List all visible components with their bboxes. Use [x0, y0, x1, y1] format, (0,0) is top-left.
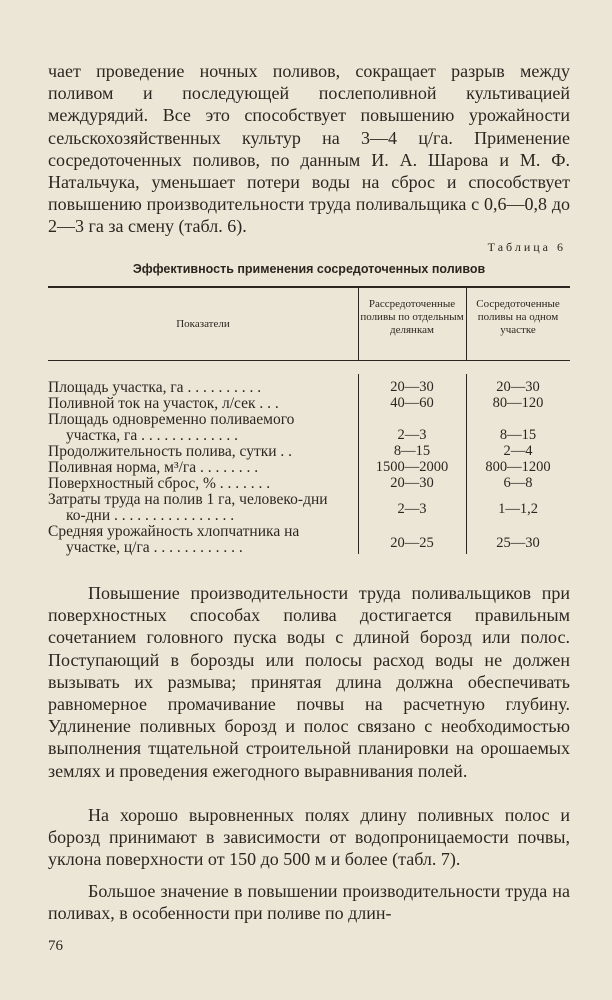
header-concentrated: Сосредоточенные поливы на одном участке: [476, 298, 560, 336]
header-dispersed: Рассредоточенные поливы по отдельным делянкам: [360, 298, 464, 336]
table-6: [48, 286, 570, 558]
paragraph-field-length: На хорошо выровненных полях длину поливных полос и борозд принимают в зависимости от водопроницаемости почвы, уклона поверхности от 150 до 500 м и более (табл. 7).: [48, 805, 570, 870]
column-divider: [466, 374, 467, 554]
row-label: Продолжительность полива, сутки . .: [48, 444, 293, 460]
table-header-rule: [48, 360, 570, 361]
cell-dispersed: 1500—2000: [375, 459, 449, 475]
row-label: Поверхностный сброс, % . . . . . . .: [48, 476, 271, 492]
cell-dispersed: 2—3: [397, 501, 427, 517]
cell-concentrated: 6—8: [503, 475, 533, 491]
cell-concentrated: 80—120: [492, 395, 544, 411]
cell-dispersed: 40—60: [390, 395, 434, 411]
row-label-line1: Затраты труда на полив 1 га, человеко-дни: [48, 492, 328, 508]
row-label-line1: Площадь одновременно поливаемого: [48, 412, 295, 428]
cell-dispersed: 8—15: [393, 443, 431, 459]
column-divider: [358, 288, 359, 360]
page-number: 76: [48, 938, 63, 954]
table-title: Эффективность применения сосредоточенных поливов: [132, 262, 486, 276]
row-label: Поливной ток на участок, л/сек . . .: [48, 396, 279, 412]
cell-concentrated: 8—15: [499, 427, 537, 443]
row-label: участке, ц/га . . . . . . . . . . . .: [66, 540, 243, 556]
paragraph-intro: чает проведение ночных поливов, сокращает разрыв между поливом и последующей послеполивной культивацией междурядий. Все это способствует повышению урожайности сельскохозяйственных культур на 3—4 ц/га. Применение сосредоточенных поливов, по данным И. А. Шарова и М. Ф. Натальчука, уменьшает потери воды на сброс и способствует повышению производительности труда поливальщика с 0,6—0,8 до 2—3 га за смену (табл. 6).: [48, 61, 570, 237]
column-divider: [358, 374, 359, 554]
row-label-line1: Средняя урожайность хлопчатника на: [48, 524, 300, 540]
row-label: Площадь участка, га . . . . . . . . . .: [48, 380, 262, 396]
row-label: участка, га . . . . . . . . . . . . .: [66, 428, 238, 444]
row-label: ко-дни . . . . . . . . . . . . . . . .: [66, 508, 235, 524]
cell-concentrated: 2—4: [503, 443, 533, 459]
cell-dispersed: 20—30: [390, 379, 434, 395]
paragraph-productivity: Повышение производительности труда поливальщиков при поверхностных способах полива достигается правильным сочетанием головного пуска воды с длиной борозд или полос. Поступающий в борозды или полосы расход воды не должен вызывать их размыва; принятая длина должна обеспечивать равномерное промачивание почвы на расчетную глубину. Удлинение поливных борозд и полос связано с необходимостью выполнения тщательной строительной планировки на орошаемых землях и проведения ежегодного выравнивания полей.: [48, 583, 570, 781]
cell-concentrated: 800—1200: [485, 459, 551, 475]
header-indicators: Показатели: [176, 318, 230, 330]
cell-dispersed: 20—30: [390, 475, 434, 491]
row-label: Поливная норма, м³/га . . . . . . . .: [48, 460, 259, 476]
cell-dispersed: 20—25: [390, 535, 434, 551]
cell-concentrated: 25—30: [496, 535, 540, 551]
cell-concentrated: 1—1,2: [498, 501, 538, 517]
table-top-rule: [48, 286, 570, 288]
cell-dispersed: 2—3: [397, 427, 427, 443]
column-divider: [466, 288, 467, 360]
cell-concentrated: 20—30: [496, 379, 540, 395]
paragraph-continuation: Большое значение в повышении производительности труда на поливах, в особенности при поливе по длин-: [48, 881, 570, 924]
table-label: Таблица 6: [487, 240, 566, 254]
